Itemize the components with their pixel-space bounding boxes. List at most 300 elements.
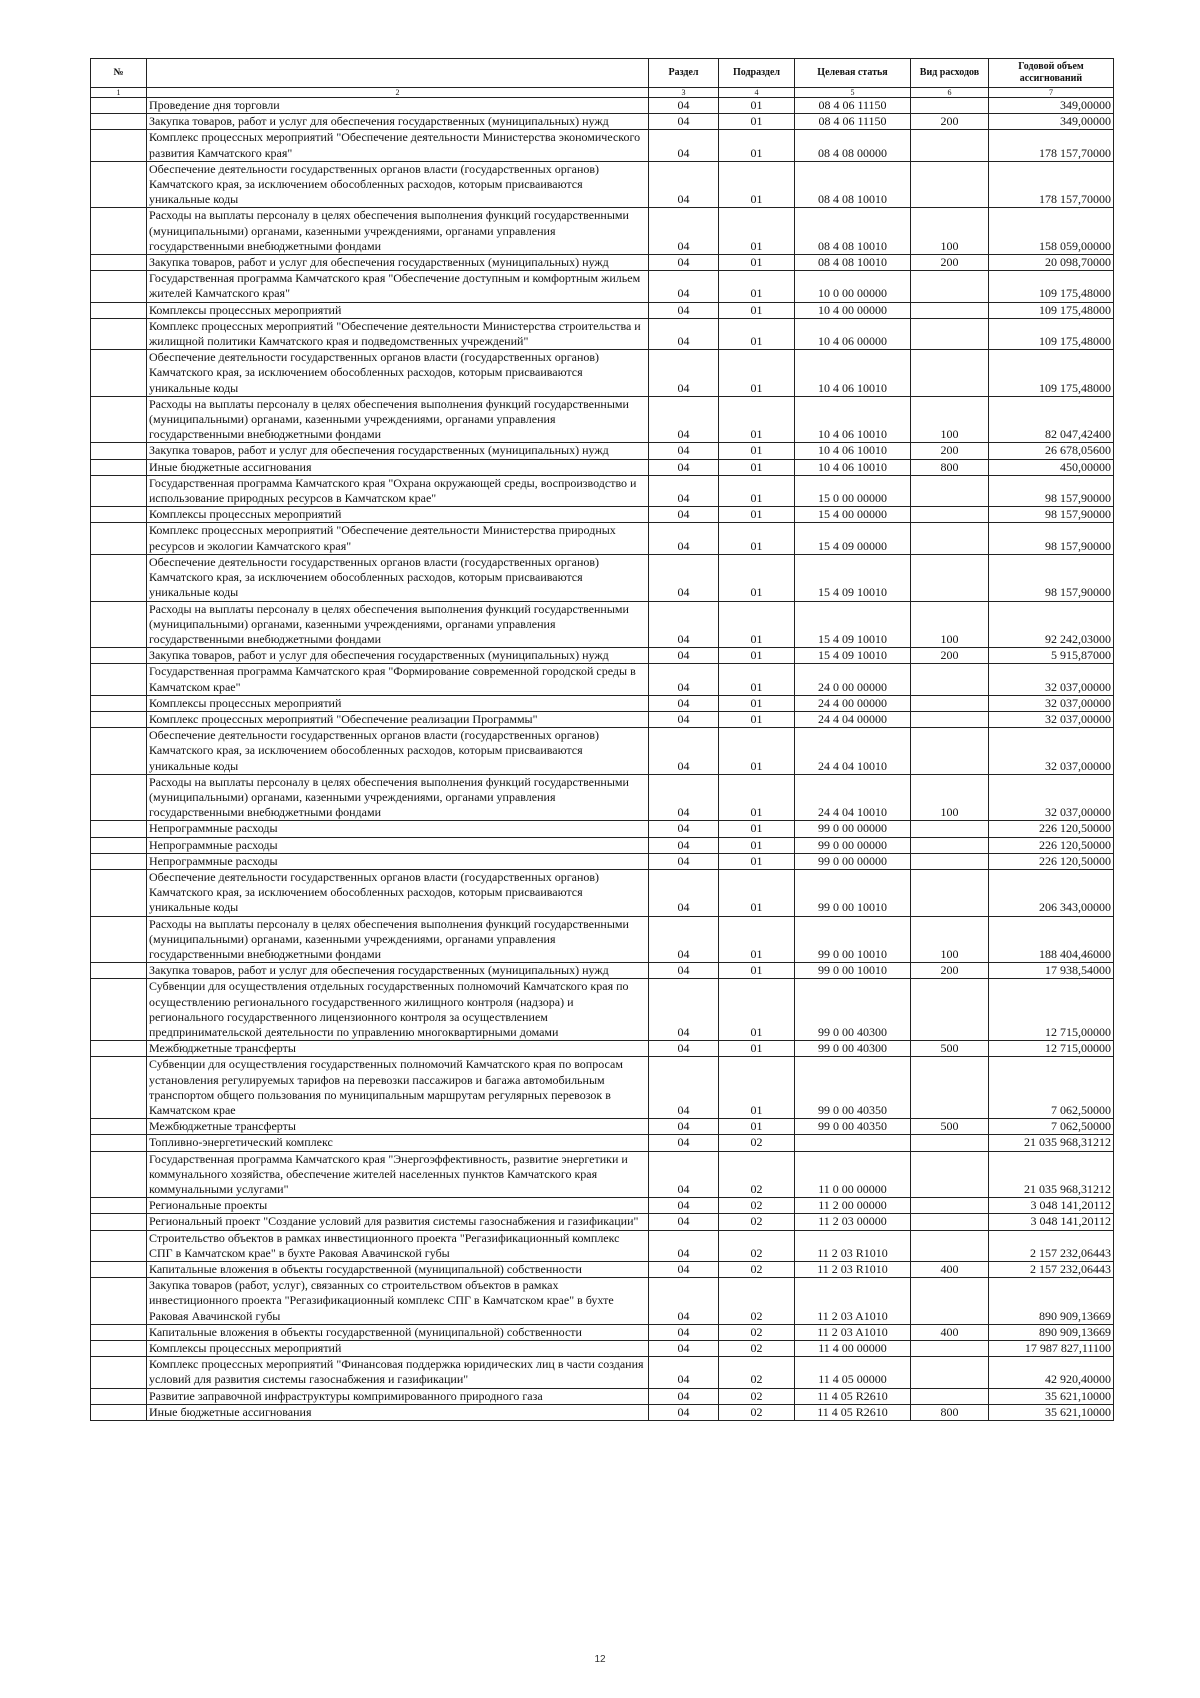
table-row (91, 1404, 1114, 1420)
cell-art: 99 0 00 10010 (795, 869, 911, 916)
cell-sec: 04 (649, 1230, 719, 1261)
cell-sub: 02 (719, 1278, 795, 1325)
cell-art: 99 0 00 10010 (795, 963, 911, 979)
cell-kind (911, 1057, 989, 1119)
table-row (91, 1262, 1114, 1278)
cell-sub: 02 (719, 1135, 795, 1151)
table-row (91, 648, 1114, 664)
header-num: № (91, 59, 147, 88)
cell-art: 15 4 09 10010 (795, 554, 911, 601)
cell-sub: 01 (719, 963, 795, 979)
cell-amt: 349,00000 (989, 98, 1114, 114)
cell-kind (911, 1230, 989, 1261)
cell-name: Расходы на выплаты персоналу в целях обеспечения выполнения функций государственными (муниципальными) органами, казенными учреждениями, органами управления государственными внебюджетными фондами (147, 916, 649, 963)
cell-sec: 04 (649, 1324, 719, 1340)
cell-kind (911, 837, 989, 853)
cell-art: 15 4 09 10010 (795, 601, 911, 648)
cell-art: 08 4 06 11150 (795, 98, 911, 114)
cell-name: Комплекс процессных мероприятий "Обеспечение реализации Программы" (147, 711, 649, 727)
table-row (91, 821, 1114, 837)
cell-amt: 226 120,50000 (989, 837, 1114, 853)
cell-sec: 04 (649, 208, 719, 255)
table-body (91, 98, 1114, 1421)
cell-sub: 02 (719, 1198, 795, 1214)
cell-amt: 12 715,00000 (989, 979, 1114, 1041)
table-row (91, 1214, 1114, 1230)
row-number-cell (91, 821, 147, 837)
cell-sub: 02 (719, 1357, 795, 1388)
table-row (91, 1230, 1114, 1261)
cell-sec: 04 (649, 302, 719, 318)
cell-name: Топливно-энергетический комплекс (147, 1135, 649, 1151)
cell-art: 15 4 00 00000 (795, 507, 911, 523)
cell-sec: 04 (649, 1198, 719, 1214)
cell-kind (911, 664, 989, 695)
cell-kind (911, 853, 989, 869)
cell-art: 24 0 00 00000 (795, 664, 911, 695)
column-number: 5 (795, 88, 911, 98)
table-row (91, 1341, 1114, 1357)
cell-amt: 17 938,54000 (989, 963, 1114, 979)
row-number-cell (91, 1119, 147, 1135)
cell-sub: 02 (719, 1262, 795, 1278)
cell-sec: 04 (649, 350, 719, 397)
cell-sec: 04 (649, 443, 719, 459)
cell-sub: 01 (719, 774, 795, 821)
cell-kind (911, 711, 989, 727)
cell-sec: 04 (649, 523, 719, 554)
row-number-cell (91, 255, 147, 271)
cell-name: Межбюджетные трансферты (147, 1119, 649, 1135)
cell-amt: 206 343,00000 (989, 869, 1114, 916)
cell-sub: 01 (719, 601, 795, 648)
cell-name: Непрограммные расходы (147, 821, 649, 837)
cell-art: 08 4 08 10010 (795, 161, 911, 208)
cell-kind (911, 1151, 989, 1198)
cell-sub: 01 (719, 396, 795, 443)
cell-amt: 92 242,03000 (989, 601, 1114, 648)
row-number-cell (91, 98, 147, 114)
table-row (91, 695, 1114, 711)
cell-amt: 12 715,00000 (989, 1041, 1114, 1057)
row-number-cell (91, 1198, 147, 1214)
cell-amt: 2 157 232,06443 (989, 1262, 1114, 1278)
cell-sub: 01 (719, 695, 795, 711)
cell-amt: 5 915,87000 (989, 648, 1114, 664)
row-number-cell (91, 350, 147, 397)
cell-kind: 100 (911, 601, 989, 648)
column-number: 2 (147, 88, 649, 98)
row-number-cell (91, 837, 147, 853)
cell-sub: 01 (719, 821, 795, 837)
table-row (91, 979, 1114, 1041)
row-number-cell (91, 601, 147, 648)
row-number-cell (91, 1341, 147, 1357)
cell-name: Проведение дня торговли (147, 98, 649, 114)
cell-name: Обеспечение деятельности государственных органов власти (государственных органов) Камчатского края, за исключением обособленных расходов, которым присваиваются уникальные коды (147, 350, 649, 397)
cell-amt: 188 404,46000 (989, 916, 1114, 963)
table-row (91, 963, 1114, 979)
cell-art: 99 0 00 00000 (795, 821, 911, 837)
cell-kind (911, 869, 989, 916)
cell-sec: 04 (649, 1135, 719, 1151)
row-number-cell (91, 1230, 147, 1261)
cell-sub: 01 (719, 271, 795, 302)
cell-amt: 98 157,90000 (989, 554, 1114, 601)
cell-art: 11 4 05 R2610 (795, 1388, 911, 1404)
table-row (91, 869, 1114, 916)
row-number-cell (91, 916, 147, 963)
cell-sub: 01 (719, 208, 795, 255)
cell-art: 10 4 06 10010 (795, 396, 911, 443)
cell-kind: 200 (911, 648, 989, 664)
cell-sec: 04 (649, 318, 719, 349)
row-number-cell (91, 963, 147, 979)
table-row (91, 475, 1114, 506)
column-number: 4 (719, 88, 795, 98)
row-number-cell (91, 664, 147, 695)
cell-amt: 226 120,50000 (989, 821, 1114, 837)
row-number-cell (91, 161, 147, 208)
cell-amt: 109 175,48000 (989, 318, 1114, 349)
table-row (91, 554, 1114, 601)
cell-sec: 04 (649, 695, 719, 711)
row-number-cell (91, 396, 147, 443)
cell-amt: 98 157,90000 (989, 507, 1114, 523)
cell-sec: 04 (649, 853, 719, 869)
cell-name: Капитальные вложения в объекты государственной (муниципальной) собственности (147, 1324, 649, 1340)
cell-kind: 400 (911, 1324, 989, 1340)
cell-art: 10 0 00 00000 (795, 271, 911, 302)
cell-art: 10 4 06 10010 (795, 459, 911, 475)
cell-sub: 02 (719, 1388, 795, 1404)
cell-sec: 04 (649, 507, 719, 523)
table-row (91, 1357, 1114, 1388)
column-number: 6 (911, 88, 989, 98)
cell-kind (911, 507, 989, 523)
cell-sub: 01 (719, 302, 795, 318)
column-number: 7 (989, 88, 1114, 98)
cell-sub: 01 (719, 98, 795, 114)
cell-name: Расходы на выплаты персоналу в целях обеспечения выполнения функций государственными (муниципальными) органами, казенными учреждениями, органами управления государственными внебюджетными фондами (147, 774, 649, 821)
row-number-cell (91, 302, 147, 318)
row-number-cell (91, 1324, 147, 1340)
header-article: Целевая статья (795, 59, 911, 88)
cell-sec: 04 (649, 1262, 719, 1278)
row-number-cell (91, 1057, 147, 1119)
cell-amt: 3 048 141,20112 (989, 1214, 1114, 1230)
cell-art: 24 4 04 00000 (795, 711, 911, 727)
cell-sub: 02 (719, 1324, 795, 1340)
cell-kind: 200 (911, 114, 989, 130)
table-row (91, 507, 1114, 523)
cell-name: Непрограммные расходы (147, 837, 649, 853)
row-number-cell (91, 507, 147, 523)
cell-amt: 890 909,13669 (989, 1278, 1114, 1325)
cell-sec: 04 (649, 774, 719, 821)
table-row (91, 601, 1114, 648)
cell-amt: 21 035 968,31212 (989, 1151, 1114, 1198)
cell-name: Государственная программа Камчатского края "Формирование современной городской среды в Камчатском крае" (147, 664, 649, 695)
cell-art: 15 0 00 00000 (795, 475, 911, 506)
table-row (91, 916, 1114, 963)
cell-art: 15 4 09 10010 (795, 648, 911, 664)
cell-name: Региональные проекты (147, 1198, 649, 1214)
cell-name: Закупка товаров, работ и услуг для обеспечения государственных (муниципальных) нужд (147, 255, 649, 271)
cell-art: 11 2 00 00000 (795, 1198, 911, 1214)
cell-kind (911, 475, 989, 506)
row-number-cell (91, 1041, 147, 1057)
table-row (91, 443, 1114, 459)
row-number-cell (91, 695, 147, 711)
row-number-cell (91, 475, 147, 506)
cell-sub: 01 (719, 837, 795, 853)
cell-sec: 04 (649, 837, 719, 853)
cell-art: 15 4 09 00000 (795, 523, 911, 554)
cell-amt: 26 678,05600 (989, 443, 1114, 459)
cell-name: Комплекс процессных мероприятий "Обеспечение деятельности Министерства природных ресурсов и экологии Камчатского края" (147, 523, 649, 554)
row-number-cell (91, 130, 147, 161)
cell-kind (911, 130, 989, 161)
table-row (91, 130, 1114, 161)
cell-kind: 800 (911, 1404, 989, 1420)
cell-name: Расходы на выплаты персоналу в целях обеспечения выполнения функций государственными (муниципальными) органами, казенными учреждениями, органами управления государственными внебюджетными фондами (147, 208, 649, 255)
cell-kind (911, 1198, 989, 1214)
table-row (91, 271, 1114, 302)
cell-amt: 32 037,00000 (989, 728, 1114, 775)
cell-kind (911, 350, 989, 397)
table-row (91, 208, 1114, 255)
cell-sub: 02 (719, 1151, 795, 1198)
cell-kind: 100 (911, 208, 989, 255)
row-number-cell (91, 554, 147, 601)
cell-sec: 04 (649, 821, 719, 837)
cell-kind (911, 523, 989, 554)
cell-name: Закупка товаров, работ и услуг для обеспечения государственных (муниципальных) нужд (147, 443, 649, 459)
cell-art: 11 2 03 R1010 (795, 1262, 911, 1278)
cell-sub: 01 (719, 648, 795, 664)
cell-kind (911, 1278, 989, 1325)
cell-art: 99 0 00 00000 (795, 837, 911, 853)
cell-name: Комплексы процессных мероприятий (147, 302, 649, 318)
row-number-cell (91, 1388, 147, 1404)
table-row (91, 1151, 1114, 1198)
cell-name: Комплексы процессных мероприятий (147, 1341, 649, 1357)
cell-sec: 04 (649, 554, 719, 601)
table-row (91, 459, 1114, 475)
cell-sec: 04 (649, 98, 719, 114)
table-row (91, 1041, 1114, 1057)
cell-amt: 7 062,50000 (989, 1057, 1114, 1119)
cell-sec: 04 (649, 916, 719, 963)
cell-amt: 21 035 968,31212 (989, 1135, 1114, 1151)
cell-name: Строительство объектов в рамках инвестиционного проекта "Регазификационный комплекс СПГ в Камчатском крае" в бухте Раковая Авачинской губы (147, 1230, 649, 1261)
cell-art: 08 4 08 00000 (795, 130, 911, 161)
cell-art: 11 2 03 A1010 (795, 1324, 911, 1340)
cell-sub: 02 (719, 1404, 795, 1420)
cell-kind (911, 161, 989, 208)
cell-kind (911, 1214, 989, 1230)
cell-sub: 01 (719, 475, 795, 506)
table-row (91, 1119, 1114, 1135)
cell-kind: 400 (911, 1262, 989, 1278)
cell-sec: 04 (649, 869, 719, 916)
cell-name: Региональный проект "Создание условий для развития системы газоснабжения и газификации" (147, 1214, 649, 1230)
header-kind: Вид расходов (911, 59, 989, 88)
cell-kind (911, 695, 989, 711)
cell-sec: 04 (649, 161, 719, 208)
row-number-cell (91, 869, 147, 916)
cell-art: 24 4 04 10010 (795, 774, 911, 821)
cell-kind (911, 271, 989, 302)
cell-kind: 200 (911, 963, 989, 979)
cell-sub: 01 (719, 853, 795, 869)
cell-kind: 200 (911, 443, 989, 459)
row-number-cell (91, 648, 147, 664)
cell-sec: 04 (649, 114, 719, 130)
cell-name: Государственная программа Камчатского края "Энергоэффективность, развитие энергетики и коммунального хозяйства, обеспечение жителей населенных пунктов Камчатского края коммунальными услугами" (147, 1151, 649, 1198)
cell-name: Государственная программа Камчатского края "Охрана окружающей среды, воспроизводство и использование природных ресурсов в Камчатском крае" (147, 475, 649, 506)
row-number-cell (91, 318, 147, 349)
column-number: 1 (91, 88, 147, 98)
cell-art: 99 0 00 10010 (795, 916, 911, 963)
page-number: 12 (594, 1654, 606, 1665)
cell-art: 99 0 00 00000 (795, 853, 911, 869)
cell-amt: 32 037,00000 (989, 711, 1114, 727)
table-row (91, 1057, 1114, 1119)
cell-kind: 100 (911, 396, 989, 443)
cell-art: 11 2 03 R1010 (795, 1230, 911, 1261)
cell-sec: 04 (649, 1388, 719, 1404)
cell-name: Субвенции для осуществления отдельных государственных полномочий Камчатского края по осуществлению регионального государственного жилищного контроля (надзора) и регионального государственного лицензионного контроля за осуществлением предпринимательской деятельности по управлению многоквартирными домами (147, 979, 649, 1041)
cell-art: 99 0 00 40350 (795, 1057, 911, 1119)
cell-name: Государственная программа Камчатского края "Обеспечение доступным и комфортным жильем жителей Камчатского края" (147, 271, 649, 302)
cell-sec: 04 (649, 728, 719, 775)
table-row (91, 1278, 1114, 1325)
cell-sec: 04 (649, 1151, 719, 1198)
row-number-cell (91, 208, 147, 255)
cell-name: Комплексы процессных мероприятий (147, 695, 649, 711)
cell-sub: 01 (719, 507, 795, 523)
cell-name: Капитальные вложения в объекты государственной (муниципальной) собственности (147, 1262, 649, 1278)
row-number-cell (91, 114, 147, 130)
cell-sub: 01 (719, 1041, 795, 1057)
cell-amt: 35 621,10000 (989, 1388, 1114, 1404)
row-number-cell (91, 443, 147, 459)
cell-kind (911, 821, 989, 837)
row-number-cell (91, 1404, 147, 1420)
cell-art: 99 0 00 40300 (795, 979, 911, 1041)
cell-sub: 01 (719, 523, 795, 554)
cell-amt: 35 621,10000 (989, 1404, 1114, 1420)
cell-kind: 100 (911, 916, 989, 963)
cell-sub: 01 (719, 1057, 795, 1119)
table-row (91, 837, 1114, 853)
cell-sub: 01 (719, 350, 795, 397)
row-number-cell (91, 853, 147, 869)
table-row (91, 396, 1114, 443)
cell-kind (911, 302, 989, 318)
cell-name: Субвенции для осуществления государственных полномочий Камчатского края по вопросам установления регулируемых тарифов на перевозки пассажиров и багажа автомобильным транспортом общего пользования по муниципальным маршрутам регулярных перевозок в Камчатском крае (147, 1057, 649, 1119)
cell-amt: 349,00000 (989, 114, 1114, 130)
cell-art: 11 4 05 00000 (795, 1357, 911, 1388)
cell-sec: 04 (649, 711, 719, 727)
cell-kind (911, 1341, 989, 1357)
cell-name: Межбюджетные трансферты (147, 1041, 649, 1057)
cell-art: 08 4 08 10010 (795, 208, 911, 255)
cell-amt: 158 059,00000 (989, 208, 1114, 255)
row-number-cell (91, 1278, 147, 1325)
cell-name: Иные бюджетные ассигнования (147, 1404, 649, 1420)
cell-sub: 01 (719, 554, 795, 601)
cell-sec: 04 (649, 475, 719, 506)
cell-sec: 04 (649, 1057, 719, 1119)
cell-art: 08 4 06 11150 (795, 114, 911, 130)
row-number-cell (91, 1214, 147, 1230)
cell-amt: 20 098,70000 (989, 255, 1114, 271)
cell-kind (911, 728, 989, 775)
cell-kind (911, 554, 989, 601)
table-row (91, 255, 1114, 271)
cell-sec: 04 (649, 1357, 719, 1388)
cell-amt: 109 175,48000 (989, 302, 1114, 318)
cell-sub: 01 (719, 728, 795, 775)
cell-kind (911, 1135, 989, 1151)
header-section: Раздел (649, 59, 719, 88)
cell-amt: 2 157 232,06443 (989, 1230, 1114, 1261)
cell-art: 11 0 00 00000 (795, 1151, 911, 1198)
row-number-cell (91, 1262, 147, 1278)
cell-name: Комплекс процессных мероприятий "Обеспечение деятельности Министерства строительства и жилищной политики Камчатского края и подведомственных учреждений" (147, 318, 649, 349)
cell-amt: 32 037,00000 (989, 664, 1114, 695)
cell-sub: 02 (719, 1341, 795, 1357)
cell-amt: 226 120,50000 (989, 853, 1114, 869)
cell-art: 10 4 06 10010 (795, 350, 911, 397)
cell-name: Закупка товаров, работ и услуг для обеспечения государственных (муниципальных) нужд (147, 114, 649, 130)
cell-name: Обеспечение деятельности государственных органов власти (государственных органов) Камчатского края, за исключением обособленных расходов, которым присваиваются уникальные коды (147, 728, 649, 775)
table-row (91, 98, 1114, 114)
table-row (91, 853, 1114, 869)
row-number-cell (91, 523, 147, 554)
cell-sec: 04 (649, 1341, 719, 1357)
cell-kind: 200 (911, 255, 989, 271)
cell-sub: 01 (719, 443, 795, 459)
cell-sec: 04 (649, 963, 719, 979)
cell-kind (911, 979, 989, 1041)
cell-sub: 02 (719, 1230, 795, 1261)
column-number: 3 (649, 88, 719, 98)
cell-sub: 01 (719, 459, 795, 475)
cell-amt: 890 909,13669 (989, 1324, 1114, 1340)
cell-sec: 04 (649, 130, 719, 161)
cell-art: 11 2 03 A1010 (795, 1278, 911, 1325)
header-subsection: Подраздел (719, 59, 795, 88)
cell-sec: 04 (649, 1041, 719, 1057)
cell-sec: 04 (649, 1404, 719, 1420)
table-row (91, 1388, 1114, 1404)
cell-name: Развитие заправочной инфраструктуры компримированного природного газа (147, 1388, 649, 1404)
table-row (91, 1135, 1114, 1151)
table-row (91, 318, 1114, 349)
cell-name: Комплекс процессных мероприятий "Финансовая поддержка юридических лиц в части создания условий для развития системы газоснабжения и газификации" (147, 1357, 649, 1388)
cell-sub: 01 (719, 664, 795, 695)
cell-sec: 04 (649, 664, 719, 695)
cell-amt: 178 157,70000 (989, 130, 1114, 161)
cell-amt: 109 175,48000 (989, 350, 1114, 397)
cell-amt: 17 987 827,11100 (989, 1341, 1114, 1357)
cell-sub: 01 (719, 130, 795, 161)
cell-kind (911, 98, 989, 114)
